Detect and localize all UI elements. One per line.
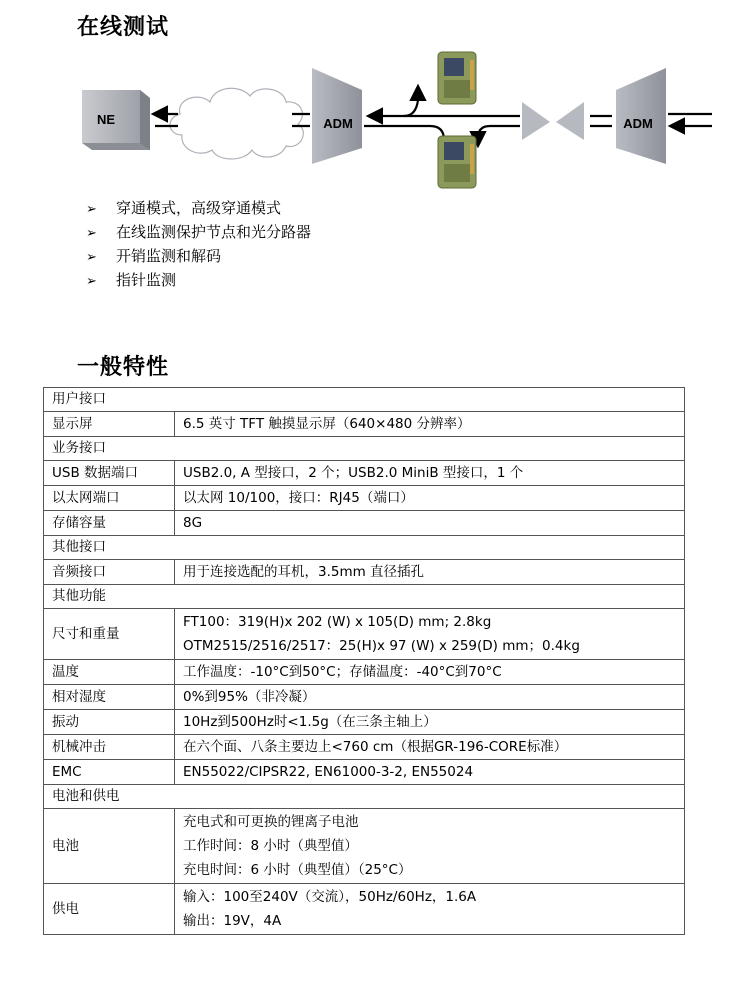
table-row bbox=[44, 412, 685, 437]
spec-value-cell bbox=[175, 809, 685, 884]
table-row bbox=[44, 710, 685, 735]
list-item: ➢ 穿通模式，高级穿通模式 bbox=[86, 196, 311, 220]
ne-label: NE bbox=[96, 112, 116, 127]
spec-value-cell bbox=[175, 609, 685, 660]
ne-box bbox=[82, 90, 150, 150]
spec-value-line: FT100：319(H)x 202 (W) x 105(D) mm; 2.8kg bbox=[183, 614, 492, 630]
spec-value-cell bbox=[175, 486, 685, 511]
section-title-general-specs: 一般特性 bbox=[77, 355, 170, 380]
list-item: ➢ 在线监测保护节点和光分路器 bbox=[86, 220, 311, 244]
table-row bbox=[44, 609, 685, 660]
table-row bbox=[44, 735, 685, 760]
spec-key-cell: 机械冲击 bbox=[44, 735, 175, 760]
spec-value-line: OTM2515/2516/2517：25(H)x 97 (W) x 259(D) mm；0.4kg bbox=[183, 638, 580, 654]
table-row bbox=[44, 884, 685, 935]
spec-value-line: 在六个面、八条主要边上<760 cm（根据GR-196-CORE标准） bbox=[183, 739, 568, 755]
spec-key-cell: EMC bbox=[44, 760, 175, 785]
feature-list bbox=[86, 196, 311, 292]
spec-key-cell: 供电 bbox=[44, 884, 175, 935]
bullet-arrow-icon: ➢ bbox=[86, 226, 97, 241]
section-header-cell: 其他接口 bbox=[44, 536, 685, 560]
table-section-row bbox=[44, 388, 685, 412]
spec-key-cell: 尺寸和重量 bbox=[44, 609, 175, 660]
table-section-row bbox=[44, 437, 685, 461]
table-row bbox=[44, 660, 685, 685]
spec-value-line: EN55022/CIPSR22, EN61000-3-2, EN55024 bbox=[183, 764, 474, 780]
list-item: ➢ 指针监测 bbox=[86, 268, 311, 292]
spec-value-cell bbox=[175, 760, 685, 785]
table-row bbox=[44, 511, 685, 536]
spec-value-cell bbox=[175, 461, 685, 486]
spec-value-line: 输出：19V，4A bbox=[183, 913, 282, 929]
table-row bbox=[44, 760, 685, 785]
spec-value-cell bbox=[175, 412, 685, 437]
spec-key-cell: 显示屏 bbox=[44, 412, 175, 437]
spec-value-line: 10Hz到500Hz时<1.5g（在三条主轴上） bbox=[183, 714, 437, 730]
spec-value-line: 以太网 10/100，接口：RJ45（端口） bbox=[183, 490, 414, 506]
spec-value-line: 8G bbox=[183, 515, 203, 531]
spec-value-line: 充电式和可更换的锂离子电池 bbox=[183, 814, 359, 830]
spec-key-cell: 存储容量 bbox=[44, 511, 175, 536]
spec-key-cell: 振动 bbox=[44, 710, 175, 735]
test-device-top-icon bbox=[438, 52, 476, 104]
spec-key-cell: 相对湿度 bbox=[44, 685, 175, 710]
adm-left-label: ADM bbox=[323, 116, 353, 131]
splitter-left-icon bbox=[522, 102, 550, 140]
spec-value-cell bbox=[175, 884, 685, 935]
cloud-icon bbox=[170, 88, 303, 159]
table-row bbox=[44, 461, 685, 486]
spec-value-line: 充电时间：6 小时（典型值）（25°C） bbox=[183, 862, 412, 878]
section-header-cell: 用户接口 bbox=[44, 388, 685, 412]
section-header-cell: 电池和供电 bbox=[44, 785, 685, 809]
spec-value-line: 0%到95%（非冷凝） bbox=[183, 689, 316, 705]
spec-key-cell: 温度 bbox=[44, 660, 175, 685]
table-row bbox=[44, 560, 685, 585]
test-device-bottom-icon bbox=[438, 136, 476, 188]
spec-key-cell: 音频接口 bbox=[44, 560, 175, 585]
spec-value-cell bbox=[175, 685, 685, 710]
adm-right-label: ADM bbox=[623, 116, 653, 131]
bullet-arrow-icon: ➢ bbox=[86, 202, 97, 217]
spec-value-line: 工作时间：8 小时（典型值） bbox=[183, 838, 358, 854]
splitter-right-icon bbox=[556, 102, 584, 140]
spec-value-cell bbox=[175, 735, 685, 760]
table-row bbox=[44, 685, 685, 710]
table-row bbox=[44, 486, 685, 511]
network-diagram bbox=[0, 40, 750, 195]
table-section-row bbox=[44, 585, 685, 609]
table-section-row bbox=[44, 536, 685, 560]
spec-value-cell bbox=[175, 511, 685, 536]
spec-table bbox=[43, 387, 685, 935]
bullet-arrow-icon: ➢ bbox=[86, 274, 97, 289]
adm-right bbox=[616, 68, 666, 164]
spec-value-line: 用于连接选配的耳机，3.5mm 直径插孔 bbox=[183, 564, 425, 580]
section-header-cell: 业务接口 bbox=[44, 437, 685, 461]
spec-value-cell bbox=[175, 660, 685, 685]
bullet-arrow-icon: ➢ bbox=[86, 250, 97, 265]
spec-value-cell bbox=[175, 710, 685, 735]
spec-value-line: USB2.0, A 型接口，2 个；USB2.0 MiniB 型接口，1 个 bbox=[183, 465, 524, 481]
spec-value-line: 工作温度：-10°C到50°C；存储温度：-40°C到70°C bbox=[183, 664, 502, 680]
table-row bbox=[44, 809, 685, 884]
spec-value-line: 输入：100至240V（交流），50Hz/60Hz，1.6A bbox=[183, 889, 477, 905]
spec-key-cell: 以太网端口 bbox=[44, 486, 175, 511]
spec-key-cell: USB 数据端口 bbox=[44, 461, 175, 486]
spec-key-cell: 电池 bbox=[44, 809, 175, 884]
spec-value-line: 6.5 英寸 TFT 触摸显示屏（640×480 分辨率） bbox=[183, 416, 471, 432]
section-title-online-test: 在线测试 bbox=[77, 15, 170, 40]
spec-value-cell bbox=[175, 560, 685, 585]
adm-left bbox=[312, 68, 362, 164]
list-item: ➢ 开销监测和解码 bbox=[86, 244, 311, 268]
section-header-cell: 其他功能 bbox=[44, 585, 685, 609]
table-section-row bbox=[44, 785, 685, 809]
